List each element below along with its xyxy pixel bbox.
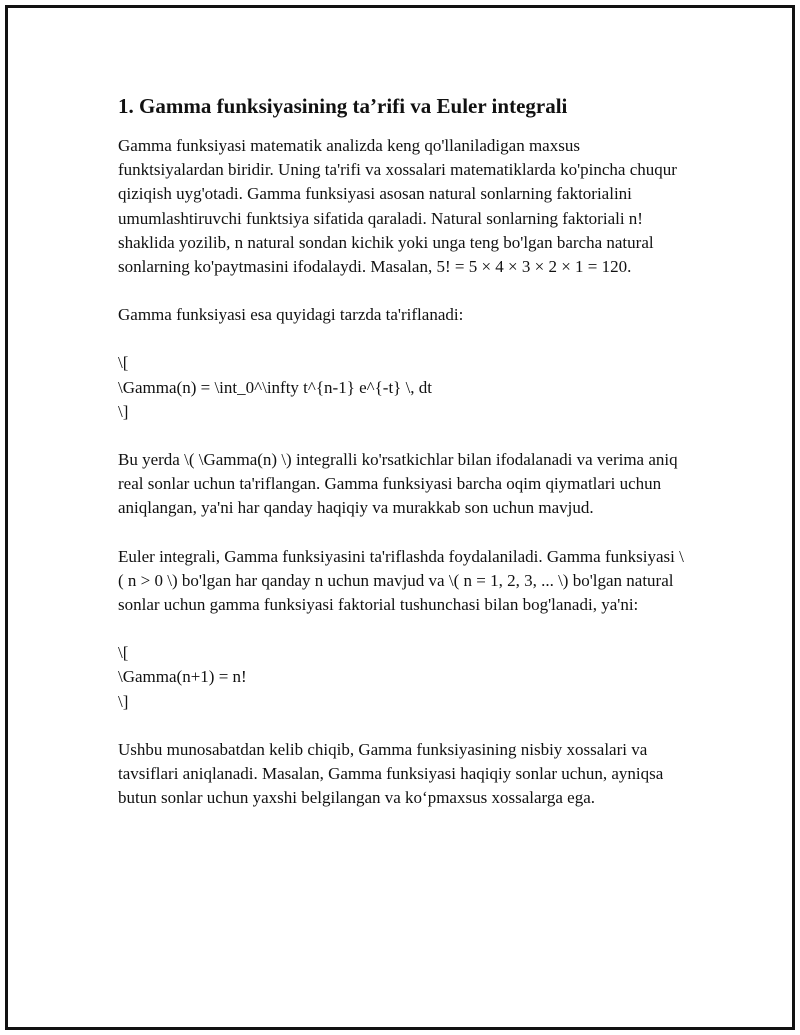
formula-gamma-factorial [118,641,688,714]
formula-open-delimiter: \[ [118,643,129,663]
formula-close-delimiter: \] [118,691,129,711]
formula-gamma-integral [118,351,688,424]
paragraph-conclusion: Ushbu munosabatdan kelib chiqib, Gamma funksiyasining nisbiy xossalari va tavsiflari aniqlanadi. Masalan, Gamma funksiyasi haqiqiy sonlar uchun, ayniqsa butun sonlar uchun yaxshi belgilangan va ko‘pmaxsus xossalarga ega. [118,739,664,808]
formula-open-delimiter: \[ [118,353,129,373]
formula-close-delimiter: \] [118,401,129,421]
paragraph-definition-lead: Gamma funksiyasi esa quyidagi tarzda ta'riflanadi: [118,305,464,325]
paragraph-explanation: Bu yerda \( \Gamma(n) \) integralli ko'rsatkichlar bilan ifodalanadi va verima aniq real sonlar uchun ta'riflangan. Gamma funksiyasi barcha oqim qiymatlari uchun aniqlangan, ya'ni har qanday haqiqiy va murakkab son uchun mavjud. [118,450,678,518]
formula-expression: \Gamma(n+1) = n! [118,667,247,687]
paragraph-intro: Gamma funksiyasi matematik analizda keng qo'llaniladigan maxsus funktsiyalardan biridir. Uning ta'rifi va xossalari matematiklarda ko'pincha chuqur qiziqish uyg'otadi. Gamma funksiyasi asosan natural sonlarning faktorialini umumlashtiruvchi funktsiya sifatida qaraladi. Natural sonlarning faktoriali n! shaklida yozilib, n natural sondan kichik yoki unga teng bo'lgan barcha natural sonlarning ko'paytmasini ifodalaydi. Masalan, 5! = 5 × 4 × 3 × 2 × 1 = 120. [118,136,677,277]
formula-expression: \Gamma(n) = \int_0^\infty t^{n-1} e^{-t} \, dt [118,377,433,397]
section-heading: 1. Gamma funksiyasining ta’rifi va Euler integrali [118,94,568,118]
document-body [118,92,688,834]
paragraph-euler-integral: Euler integrali, Gamma funksiyasini ta'riflashda foydalaniladi. Gamma funksiyasi \( n > 0 \) bo'lgan har qanday n uchun mavjud va \( n = 1, 2, 3, ... \) bo'lgan natural sonlar uchun gamma funksiyasi faktorial tushunchasi bilan bog'lanadi, ya'ni: [118,546,684,615]
